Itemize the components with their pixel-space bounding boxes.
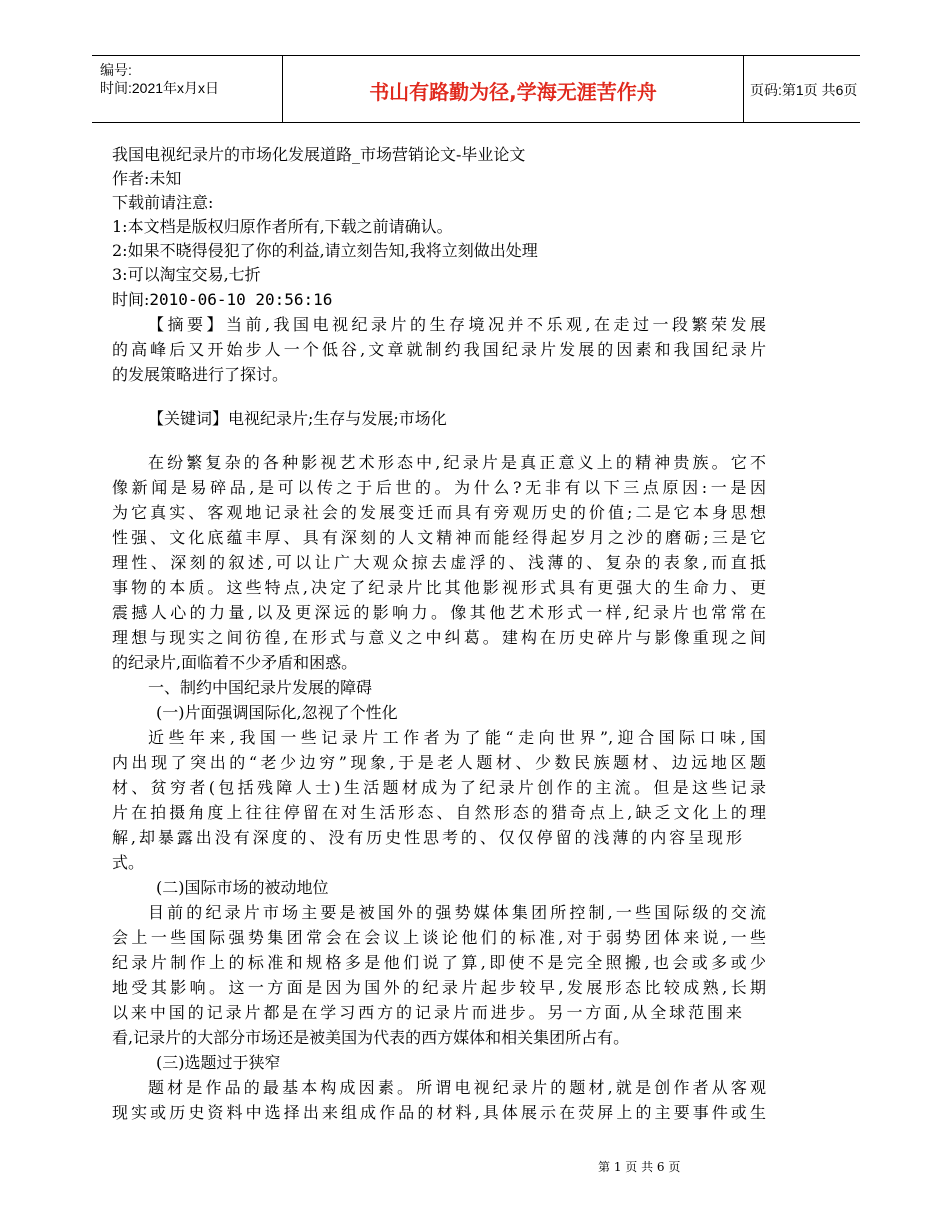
article-author: 作者:未知 <box>112 169 182 188</box>
abstract-line: 的高峰后又开始步人一个低谷,文章就制约我国纪录片发展的因素和我国纪录片 <box>112 340 766 359</box>
intro-line: 的纪录片,面临着不少矛盾和困惑。 <box>112 653 358 672</box>
page-footer: 第 1 页 共 6 页 <box>598 1160 681 1174</box>
section-heading: 一、制约中国纪录片发展的障碍 <box>148 678 373 697</box>
intro-line: 震撼人心的力量,以及更深远的影响力。像其他艺术形式一样,纪录片也常常在 <box>112 603 766 622</box>
intro-line: 像新闻是易碎品,是可以传之于后世的。为什么?无非有以下三点原因:一是因 <box>112 478 766 497</box>
header-motto-cell <box>282 56 744 122</box>
paragraph-line: 解,却暴露出没有深度的、没有历史性思考的、仅仅停留的浅薄的内容呈现形 <box>112 828 742 847</box>
paragraph-line: 式。 <box>112 853 145 872</box>
header-page-info: 页码:第1页 共6页 <box>750 82 858 98</box>
paragraph-line: 纪录片制作上的标准和规格多是他们说了算,即使不是完全照搬,也会或多或少 <box>112 953 766 972</box>
paragraph-line: 以来中国的记录片都是在学习西方的记录片而进步。另一方面,从全球范围来 <box>112 1003 742 1022</box>
subsection-heading: (二)国际市场的被动地位 <box>156 878 329 897</box>
header-motto: 书山有路勤为径,学海无涯苦作舟 <box>369 80 657 104</box>
abstract-line: 【摘要】当前,我国电视纪录片的生存境况并不乐观,在走过一段繁荣发展 <box>148 315 766 334</box>
doc-number-label: 编号: <box>100 62 132 78</box>
paragraph-line: 片在拍摄角度上往往停留在对生活形态、自然形态的猎奇点上,缺乏文化上的理 <box>112 803 766 822</box>
timestamp-value: 2010-06-10 20:56:16 <box>149 290 333 309</box>
paragraph-line: 地受其影响。这一方面是因为国外的纪录片起步较早,发展形态比较成熟,长期 <box>112 978 766 997</box>
header-date: 时间:2021年x月x日 <box>100 80 220 96</box>
timestamp-label: 时间: <box>112 290 150 309</box>
subsection-heading: (一)片面强调国际化,忽视了个性化 <box>156 703 398 722</box>
timestamp-line <box>112 290 332 310</box>
paragraph-line: 目前的纪录片市场主要是被国外的强势媒体集团所控制,一些国际级的交流 <box>148 903 766 922</box>
paragraph-line: 材、贫穷者(包括残障人士)生活题材成为了纪录片创作的主流。但是这些记录 <box>112 778 766 797</box>
article-title: 我国电视纪录片的市场化发展道路_市场营销论文-毕业论文 <box>112 145 526 164</box>
intro-line: 在纷繁复杂的各种影视艺术形态中,纪录片是真正意义上的精神贵族。它不 <box>148 453 766 472</box>
notice-heading: 下载前请注意: <box>112 193 214 212</box>
abstract-line: 的发展策略进行了探讨。 <box>112 365 289 384</box>
keywords-line: 【关键词】电视纪录片;生存与发展;市场化 <box>148 409 447 428</box>
notice-item: 1:本文档是版权归原作者所有,下载之前请确认。 <box>112 217 453 236</box>
intro-line: 事物的本质。这些特点,决定了纪录片比其他影视形式具有更强大的生命力、更 <box>112 578 766 597</box>
header-left-cell <box>92 56 282 122</box>
notice-item: 2:如果不晓得侵犯了你的利益,请立刻告知,我将立刻做出处理 <box>112 241 538 260</box>
header-right-cell <box>742 56 860 122</box>
paragraph-line: 题材是作品的最基本构成因素。所谓电视纪录片的题材,就是创作者从客观 <box>148 1078 766 1097</box>
page-header <box>92 55 860 123</box>
intro-line: 理性、深刻的叙述,可以让广大观众掠去虚浮的、浅薄的、复杂的表象,而直抵 <box>112 553 766 572</box>
paragraph-line: 近些年来,我国一些记录片工作者为了能“走向世界”,迎合国际口味,国 <box>148 728 766 747</box>
notice-item: 3:可以淘宝交易,七折 <box>112 265 261 284</box>
intro-line: 性强、文化底蕴丰厚、具有深刻的人文精神而能经得起岁月之沙的磨砺;三是它 <box>112 528 766 547</box>
subsection-heading: (三)选题过于狭窄 <box>156 1053 281 1072</box>
intro-line: 理想与现实之间彷徨,在形式与意义之中纠葛。建构在历史碎片与影像重现之间 <box>112 628 766 647</box>
intro-line: 为它真实、客观地记录社会的发展变迁而具有旁观历史的价值;二是它本身思想 <box>112 503 766 522</box>
paragraph-line: 会上一些国际强势集团常会在会议上谈论他们的标准,对于弱势团体来说,一些 <box>112 928 766 947</box>
paragraph-line: 内出现了突出的“老少边穷”现象,于是老人题材、少数民族题材、边远地区题 <box>112 753 766 772</box>
paragraph-line: 看,记录片的大部分市场还是被美国为代表的西方媒体和相关集团所占有。 <box>112 1028 630 1047</box>
paragraph-line: 现实或历史资料中选择出来组成作品的材料,具体展示在荧屏上的主要事件或生 <box>112 1103 766 1122</box>
